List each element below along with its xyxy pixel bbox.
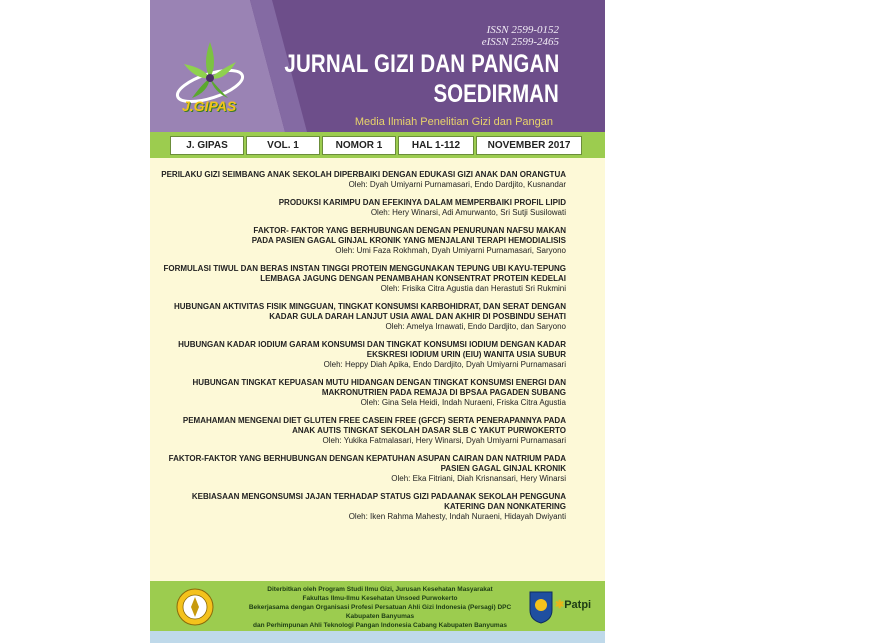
article-authors: Oleh: Gina Sela Heidi, Indah Nuraeni, Friska Citra Agustia: [360, 398, 566, 407]
article-entry: [150, 492, 566, 522]
article-title: MAKRONUTRIEN PADA REMAJA DI BPSAA PAGADEN SUBANG: [321, 388, 566, 397]
article-title: PASIEN GAGAL GINJAL KRONIK: [440, 464, 566, 473]
article-entry: [150, 302, 566, 332]
journal-title-line2: SOEDIRMAN: [433, 80, 559, 108]
footer-line: Diterbitkan oleh Program Studi Ilmu Gizi, Jurusan Kesehatan Masyarakat: [267, 586, 493, 593]
article-entry: [150, 198, 566, 218]
university-seal-icon: [176, 588, 214, 626]
article-title: HUBUNGAN TINGKAT KEPUASAN MUTU HIDANGAN DENGAN TINGKAT KONSUMSI ENERGI DAN: [192, 378, 566, 387]
persagi-shield-icon: [528, 590, 554, 624]
patpi-logo: [555, 598, 591, 611]
article-entry: [150, 416, 566, 446]
article-title: KEBIASAAN MENGONSUMSI JAJAN TERHADAP STATUS GIZI PADAANAK SEKOLAH PENGGUNA: [191, 492, 566, 501]
issn-block: [482, 24, 559, 48]
article-entry: [150, 226, 566, 256]
info-number: NOMOR 1: [322, 136, 396, 155]
article-list: [150, 170, 566, 530]
footer-line: Bekerjasama dengan Organisasi Profesi Persatuan Ahli Gizi Indonesia (Persagi) DPC Kabupaten Banyumas: [248, 604, 512, 620]
article-title: PEMAHAMAN MENGENAI DIET GLUTEN FREE CASEIN FREE (GFCF) SERTA PENERAPANNYA PADA: [182, 416, 566, 425]
article-title: EKSKRESI IODIUM URIN (EIU) WANITA USIA SUBUR: [366, 350, 566, 359]
footer-line: dan Perhimpunan Ahli Teknologi Pangan Indonesia Cabang Kabupaten Banyumas: [253, 622, 507, 629]
article-title: HUBUNGAN KADAR IODIUM GARAM KONSUMSI DAN TINGKAT KONSUMSI IODIUM DENGAN KADAR: [178, 340, 566, 349]
article-title: FAKTOR-FAKTOR YANG BERHUBUNGAN DENGAN KEPATUHAN ASUPAN CAIRAN DAN NATRIUM PADA: [168, 454, 566, 463]
journal-cover: [150, 0, 605, 643]
info-date: NOVEMBER 2017: [476, 136, 582, 155]
article-authors: Oleh: Dyah Umiyarni Purnamasari, Endo Dardjito, Kusnandar: [348, 180, 566, 189]
article-authors: Oleh: Iken Rahma Mahesty, Indah Nuraeni, Hidayah Dwiyanti: [348, 512, 566, 521]
article-authors: Oleh: Eka Fitriani, Diah Krisnansari, Hery Winarsi: [391, 474, 566, 483]
article-entry: [150, 264, 566, 294]
article-title: HUBUNGAN AKTIVITAS FISIK MINGGUAN, TINGKAT KONSUMSI KARBOHIDRAT, DAN SERAT DENGAN: [174, 302, 566, 311]
article-title: ANAK AUTIS TINGKAT SEKOLAH DASAR SLB C YAKUT PURWOKERTO: [292, 426, 566, 435]
article-authors: Oleh: Frisika Citra Agustia dan Herastuti Sri Rukmini: [380, 284, 566, 293]
journal-tagline: Media Ilmiah Penelitian Gizi dan Pangan: [354, 116, 553, 128]
article-title: KADAR GULA DARAH LANJUT USIA AWAL DAN AKHIR DI POSBINDU SEHATI: [269, 312, 566, 321]
article-title: FAKTOR- FAKTOR YANG BERHUBUNGAN DENGAN PENURUNAN NAFSU MAKAN: [253, 226, 566, 235]
article-title: KATERING DAN NONKATERING: [444, 502, 566, 511]
article-entry: [150, 340, 566, 370]
article-authors: Oleh: Amelya Irnawati, Endo Dardjito, dan Saryono: [385, 322, 566, 331]
article-title: PERILAKU GIZI SEIMBANG ANAK SEKOLAH DIPERBAIKI DENGAN EDUKASI GIZI ANAK DAN ORANGTUA: [161, 170, 566, 179]
article-authors: Oleh: Hery Winarsi, Adi Amurwanto, Sri Sutji Susilowati: [370, 208, 566, 217]
footer-publisher-text: [235, 585, 525, 630]
issn-print: ISSN 2599-0152: [486, 24, 559, 36]
article-title: PRODUKSI KARIMPU DAN EFEKINYA DALAM MEMPERBAIKI PROFIL LIPID: [278, 198, 566, 207]
article-title: PADA PASIEN GAGAL GINJAL KRONIK YANG MENJALANI TERAPI HEMODIALISIS: [251, 236, 566, 245]
patpi-logo-text: Patpi: [564, 599, 592, 611]
article-entry: [150, 378, 566, 408]
info-journal-abbrev: J. GIPAS: [170, 136, 244, 155]
article-entry: [150, 170, 566, 190]
issn-electronic: eISSN 2599-2465: [481, 36, 559, 48]
info-volume: VOL. 1: [246, 136, 320, 155]
cover-header: [150, 0, 605, 132]
journal-title-line1: JURNAL GIZI DAN PANGAN: [283, 50, 559, 78]
patpi-star-icon: ✱: [555, 599, 565, 611]
article-authors: Oleh: Yukika Fatmalasari, Hery Winarsi, Dyah Umiyarni Purnamasari: [322, 436, 566, 445]
article-authors: Oleh: Umi Faza Rokhmah, Dyah Umiyarni Purnamasari, Saryono: [335, 246, 566, 255]
article-title: LEMBAGA JAGUNG DENGAN PENAMBAHAN KONSENTRAT PROTEIN KEDELAI: [260, 274, 566, 283]
footer-line: Fakultas Ilmu-Ilmu Kesehatan Unsoed Purwokerto: [302, 595, 458, 602]
article-entry: [150, 454, 566, 484]
footer-strip: [150, 631, 605, 643]
info-pages: HAL 1-112: [398, 136, 474, 155]
article-authors: Oleh: Heppy Diah Apika, Endo Dardjito, Dyah Umiyarni Purnamasari: [323, 360, 566, 369]
article-title: FORMULASI TIWUL DAN BERAS INSTAN TINGGI PROTEIN MENGGUNAKAN TEPUNG UBI KAYU-TEPUNG: [163, 264, 566, 273]
logo-text: J.GIPAS: [182, 98, 237, 114]
